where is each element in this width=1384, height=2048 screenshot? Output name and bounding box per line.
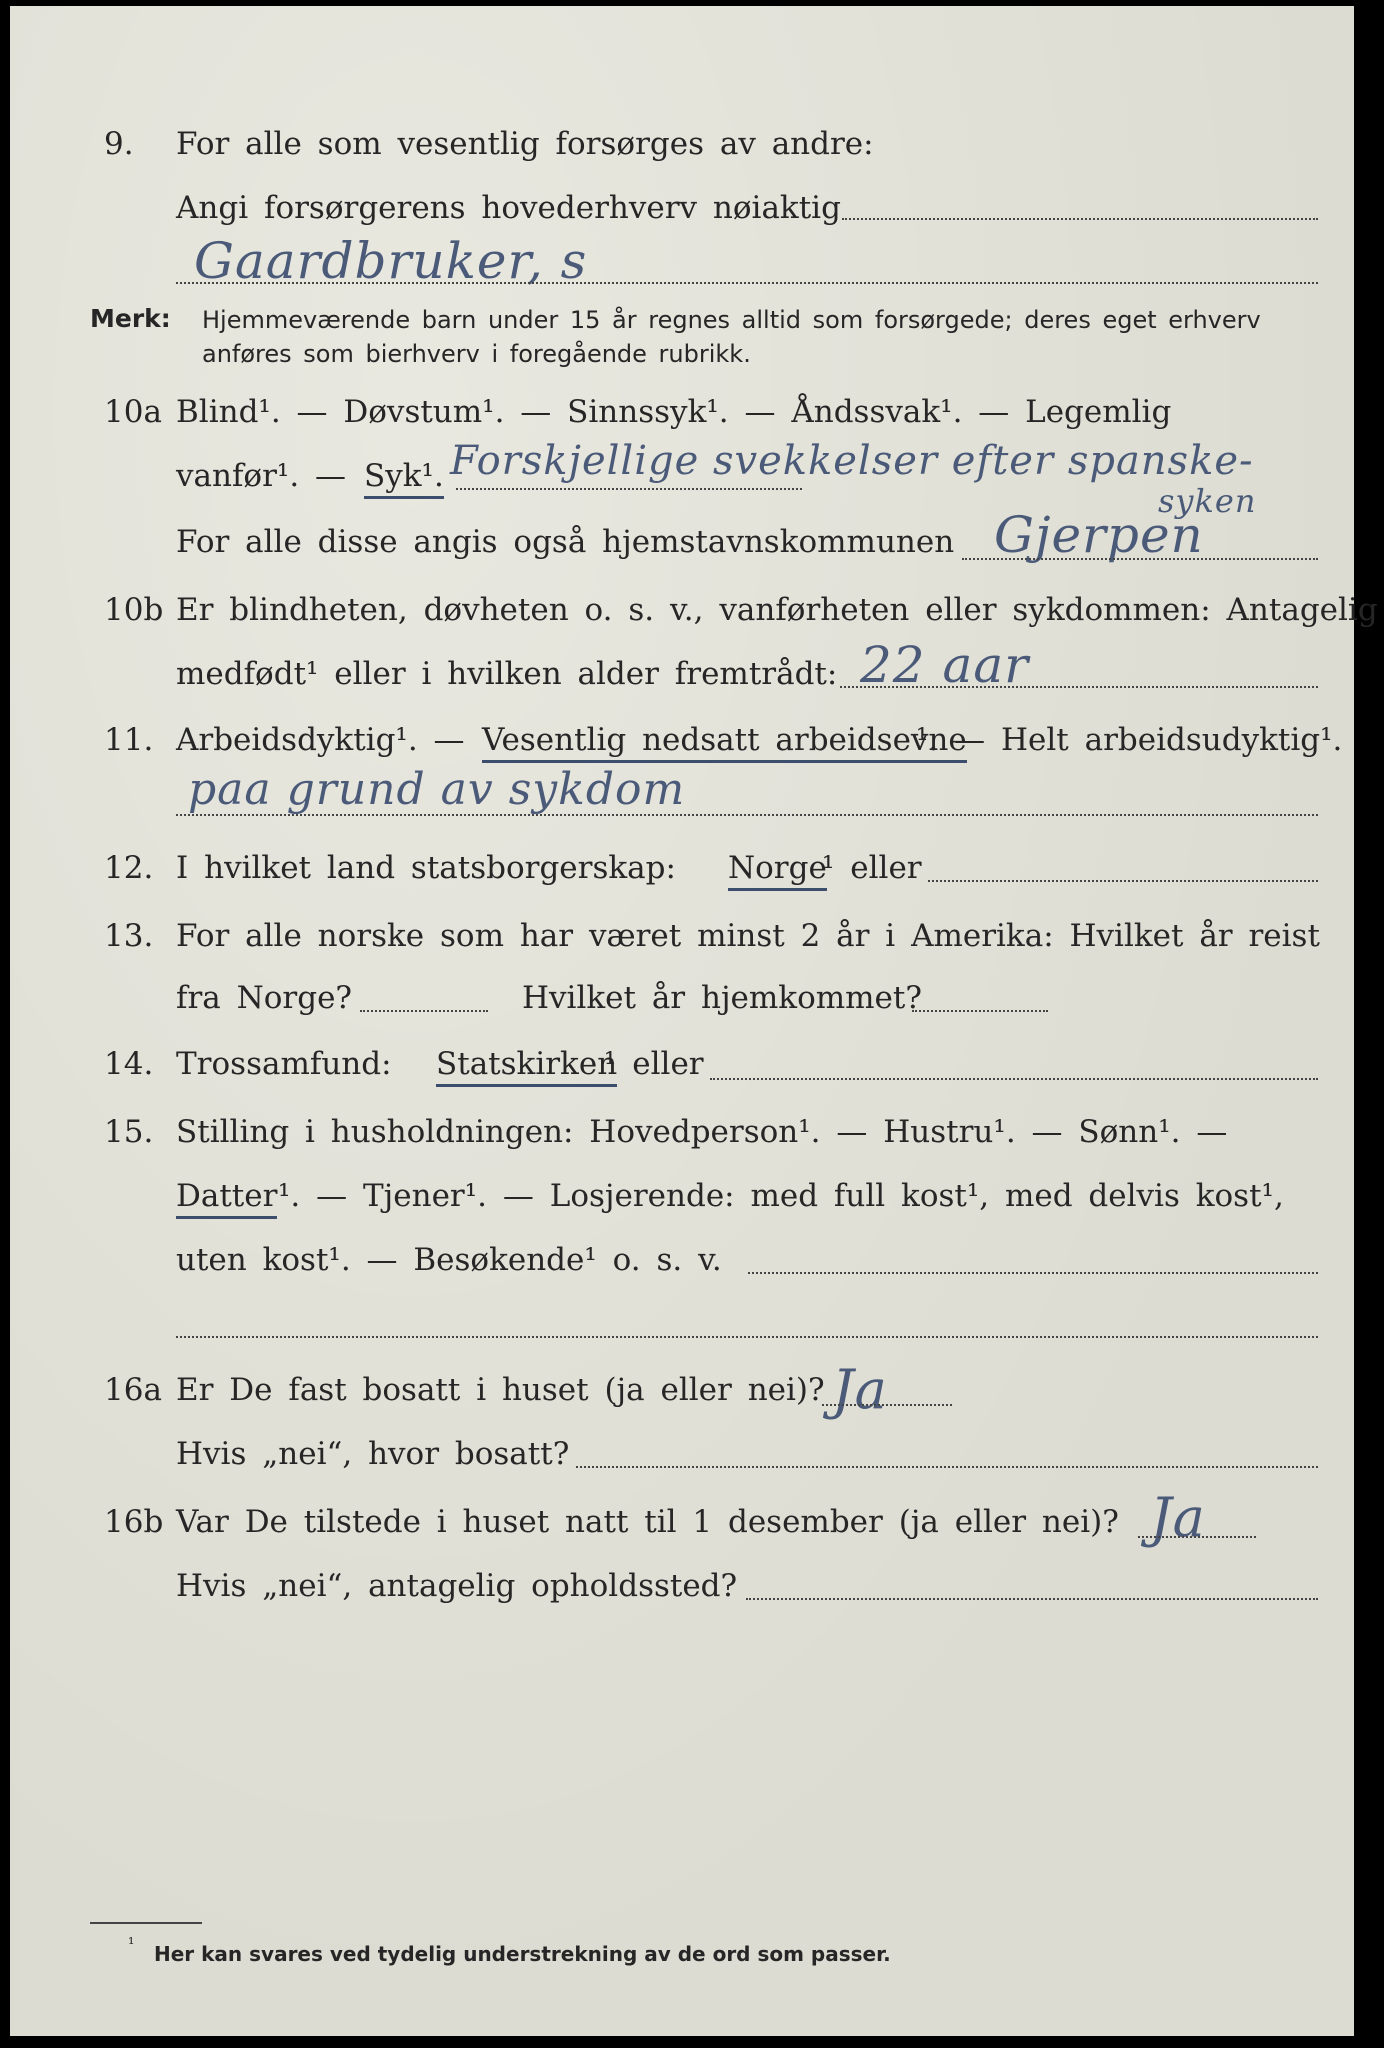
q13-line1: For alle norske som har været minst 2 år i Amerika: Hvilket år reist bbox=[176, 918, 1320, 954]
q16a-answer: Ja bbox=[832, 1358, 888, 1421]
q10a-line3: For alle disse angis også hjemstavnskommunen bbox=[176, 524, 955, 560]
q9-answer-line bbox=[176, 282, 1318, 284]
q10a-answer2: Gjerpen bbox=[994, 506, 1204, 564]
q14-fill bbox=[710, 1078, 1318, 1080]
q10b-line1: Er blindheten, døvheten o. s. v., vanførheten eller sykdommen: Antagelig bbox=[176, 592, 1378, 628]
q10a-answer1b: syken bbox=[1158, 482, 1257, 520]
q13-line2a-fill bbox=[360, 1010, 488, 1012]
q15-number: 15. bbox=[104, 1114, 154, 1150]
q14-statskirken: Statskirken bbox=[436, 1046, 617, 1087]
q10a-line1: Blind¹. — Døvstum¹. — Sinnssyk¹. — Åndssvak¹. — Legemlig bbox=[176, 394, 1172, 430]
q10a-answer1: Forskjellige svekkelser efter spanske- bbox=[450, 438, 1254, 484]
q9-number: 9. bbox=[104, 126, 134, 162]
q16a-line1: Er De fast bosatt i huset (ja eller nei)? bbox=[176, 1372, 825, 1408]
q13-line2b-fill bbox=[912, 1010, 1048, 1012]
q15-line1: Stilling i husholdningen: Hovedperson¹. — Hustru¹. — Sønn¹. — bbox=[176, 1114, 1228, 1150]
q10b-answer: 22 aar bbox=[860, 636, 1030, 694]
q11-part3: ¹. — Helt arbeidsudyktig¹. bbox=[916, 722, 1343, 758]
q16a-number: 16a bbox=[104, 1372, 162, 1408]
merk-line1: Hjemmeværende barn under 15 år regnes alltid som forsørgede; deres eget erhverv bbox=[202, 306, 1261, 334]
footnote-mark: ¹ bbox=[128, 1934, 135, 1953]
q13-number: 13. bbox=[104, 918, 154, 954]
q16b-answer: Ja bbox=[1150, 1486, 1206, 1549]
q16b-line2-fill bbox=[746, 1598, 1318, 1600]
q12-number: 12. bbox=[104, 850, 154, 886]
q10a-number: 10a bbox=[104, 394, 162, 430]
q11-answer: paa grund av sykdom bbox=[188, 764, 686, 815]
q15-line3-fill bbox=[748, 1272, 1318, 1274]
q16a-line2-fill bbox=[576, 1466, 1318, 1468]
q16a-line1-fill bbox=[822, 1404, 952, 1406]
q11-part1: Arbeidsdyktig¹. — bbox=[176, 722, 465, 758]
q11-number: 11. bbox=[104, 722, 154, 758]
q10a-line2-prefix: vanfør¹. — bbox=[176, 458, 347, 494]
q10b-number: 10b bbox=[104, 592, 164, 628]
q16b-line1-fill bbox=[1138, 1536, 1256, 1538]
q9-line2-fill bbox=[842, 218, 1318, 220]
q16b-number: 16b bbox=[104, 1504, 164, 1540]
q13-line2a: fra Norge? bbox=[176, 980, 353, 1016]
q16b-line2: Hvis „nei“, antagelig opholdssted? bbox=[176, 1568, 738, 1604]
q13-line2b: Hvilket år hjemkommet? bbox=[522, 980, 922, 1016]
q15-datter: Datter bbox=[176, 1178, 277, 1219]
q9-line2: Angi forsørgerens hovederhverv nøiaktig bbox=[176, 190, 841, 226]
q9-answer: Gaardbruker, s bbox=[194, 232, 588, 290]
q15-extra-line bbox=[176, 1336, 1318, 1338]
q14-number: 14. bbox=[104, 1046, 154, 1082]
q12-prefix: I hvilket land statsborgerskap: bbox=[176, 850, 676, 886]
q12-norge: Norge bbox=[728, 850, 827, 891]
census-form-page bbox=[10, 6, 1378, 2036]
q14-suffix: ¹ eller bbox=[604, 1046, 704, 1082]
q12-suffix: ¹ eller bbox=[822, 850, 922, 886]
footnote-rule bbox=[90, 1922, 202, 1924]
q14-prefix: Trossamfund: bbox=[176, 1046, 392, 1082]
q16a-line2: Hvis „nei“, hvor bosatt? bbox=[176, 1436, 570, 1472]
q11-vesentlig-nedsatt: Vesentlig nedsatt arbeidsevne bbox=[482, 722, 967, 763]
q10b-line2: medfødt¹ eller i hvilken alder fremtrådt: bbox=[176, 656, 838, 692]
merk-label: Merk: bbox=[90, 304, 171, 333]
q12-fill bbox=[928, 880, 1318, 882]
q15-line2: ¹. — Tjener¹. — Losjerende: med full kost¹, med delvis kost¹, bbox=[278, 1178, 1284, 1214]
q9-line1: For alle som vesentlig forsørges av andre: bbox=[176, 126, 874, 162]
q10b-line2-fill bbox=[840, 686, 1318, 688]
q10a-line3-fill bbox=[962, 558, 1318, 560]
q10a-line2-fill bbox=[456, 488, 802, 490]
q10a-syk: Syk¹. bbox=[364, 458, 444, 499]
q11-answer-line bbox=[176, 814, 1318, 816]
footnote-text: Her kan svares ved tydelig understrekning av de ord som passer. bbox=[154, 1942, 891, 1966]
q16b-line1: Var De tilstede i huset natt til 1 desember (ja eller nei)? bbox=[176, 1504, 1119, 1540]
merk-line2: anføres som bierhverv i foregående rubrikk. bbox=[202, 340, 751, 368]
q15-line3: uten kost¹. — Besøkende¹ o. s. v. bbox=[176, 1242, 722, 1278]
